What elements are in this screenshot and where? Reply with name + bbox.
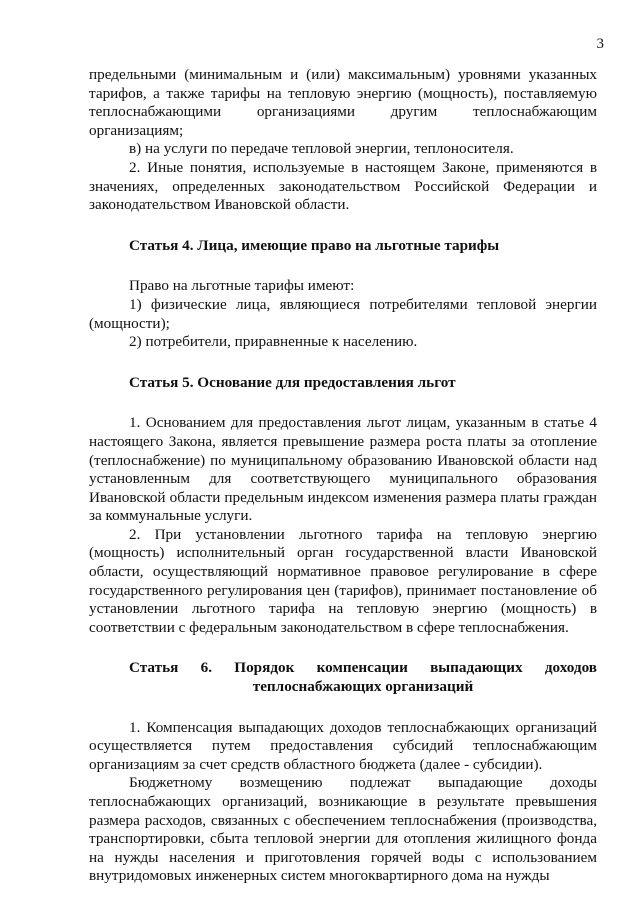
paragraph-2: 2. Иные понятия, используемые в настоящем Законе, применяются в значениях, определенных законодательством Российской Федерации и законодательством Ивановской области.: [89, 158, 597, 214]
paragraph-continued: предельными (минимальным и (или) максимальным) уровнями указанных тарифов, а также тарифы на тепловую энергию (мощность), поставляемую теплоснабжающими организациями другим теплоснабжающим организациям;: [89, 66, 597, 139]
article-6-paragraph-2: Бюджетному возмещению подлежат выпадающие доходы теплоснабжающих организаций, возникающие в результате превышения размера расходов, связанных с обеспечением теплоснабжения (производства, транспортировки, сбыта тепловой энергии для отопления жилищного фонда на нужды населения и приготовления горячей воды с использованием внутридомовых инженерных систем многоквартирного дома на нужды: [89, 774, 597, 885]
article-6-title-word: Порядок: [234, 659, 295, 677]
article-6-title-line-2: теплоснабжающих организаций: [252, 678, 474, 696]
article-6-title-word: Статья: [129, 659, 179, 677]
article-6-title-word: доходов: [544, 659, 597, 677]
article-6-title-word: компенсации: [316, 659, 408, 677]
article-5-paragraph-2: 2. При установлении льготного тарифа на тепловую энергию (мощность) исполнительный орган государственной власти Ивановской области, осуществляющий нормативное правовое регулирование в сфере государственного регулирования цен (тарифов), принимает постановление об установлении льготного тарифа на тепловую энергию (мощность) в соответствии с федеральным законодательством в сфере теплоснабжения.: [89, 525, 597, 636]
article-5-title: Статья 5. Основание для предоставления льгот: [129, 373, 456, 391]
article-6-title: [89, 659, 597, 678]
paragraph-item-v: в) на услуги по передаче тепловой энергии, теплоносителя.: [129, 140, 514, 158]
article-5-paragraph-1: 1. Основанием для предоставления льгот лицам, указанным в статье 4 настоящего Закона, является превышение размера роста платы за отопление (теплоснабжение) по муниципальному образованию Ивановской области над установленным для соответствующего муниципального образования Ивановской области предельным индексом изменения размера платы граждан за коммунальные услуги.: [89, 414, 597, 525]
article-4-title: Статья 4. Лица, имеющие право на льготные тарифы: [129, 236, 500, 254]
article-6-paragraph-1: 1. Компенсация выпадающих доходов теплоснабжающих организаций осуществляется путем предоставления субсидий теплоснабжающим организациям за счет средств областного бюджета (далее - субсидии).: [89, 718, 597, 773]
article-4-intro: Право на льготные тарифы имеют:: [129, 277, 355, 295]
document-body: [89, 66, 597, 886]
page-number: 3: [596, 36, 604, 52]
article-4-item-2: 2) потребители, приравненные к населению.: [129, 333, 418, 351]
article-4-item-1: 1) физические лица, являющиеся потребителями тепловой энергии (мощности);: [89, 295, 597, 332]
article-6-title-word: 6.: [200, 659, 212, 677]
article-6-title-word: выпадающих: [430, 659, 523, 677]
